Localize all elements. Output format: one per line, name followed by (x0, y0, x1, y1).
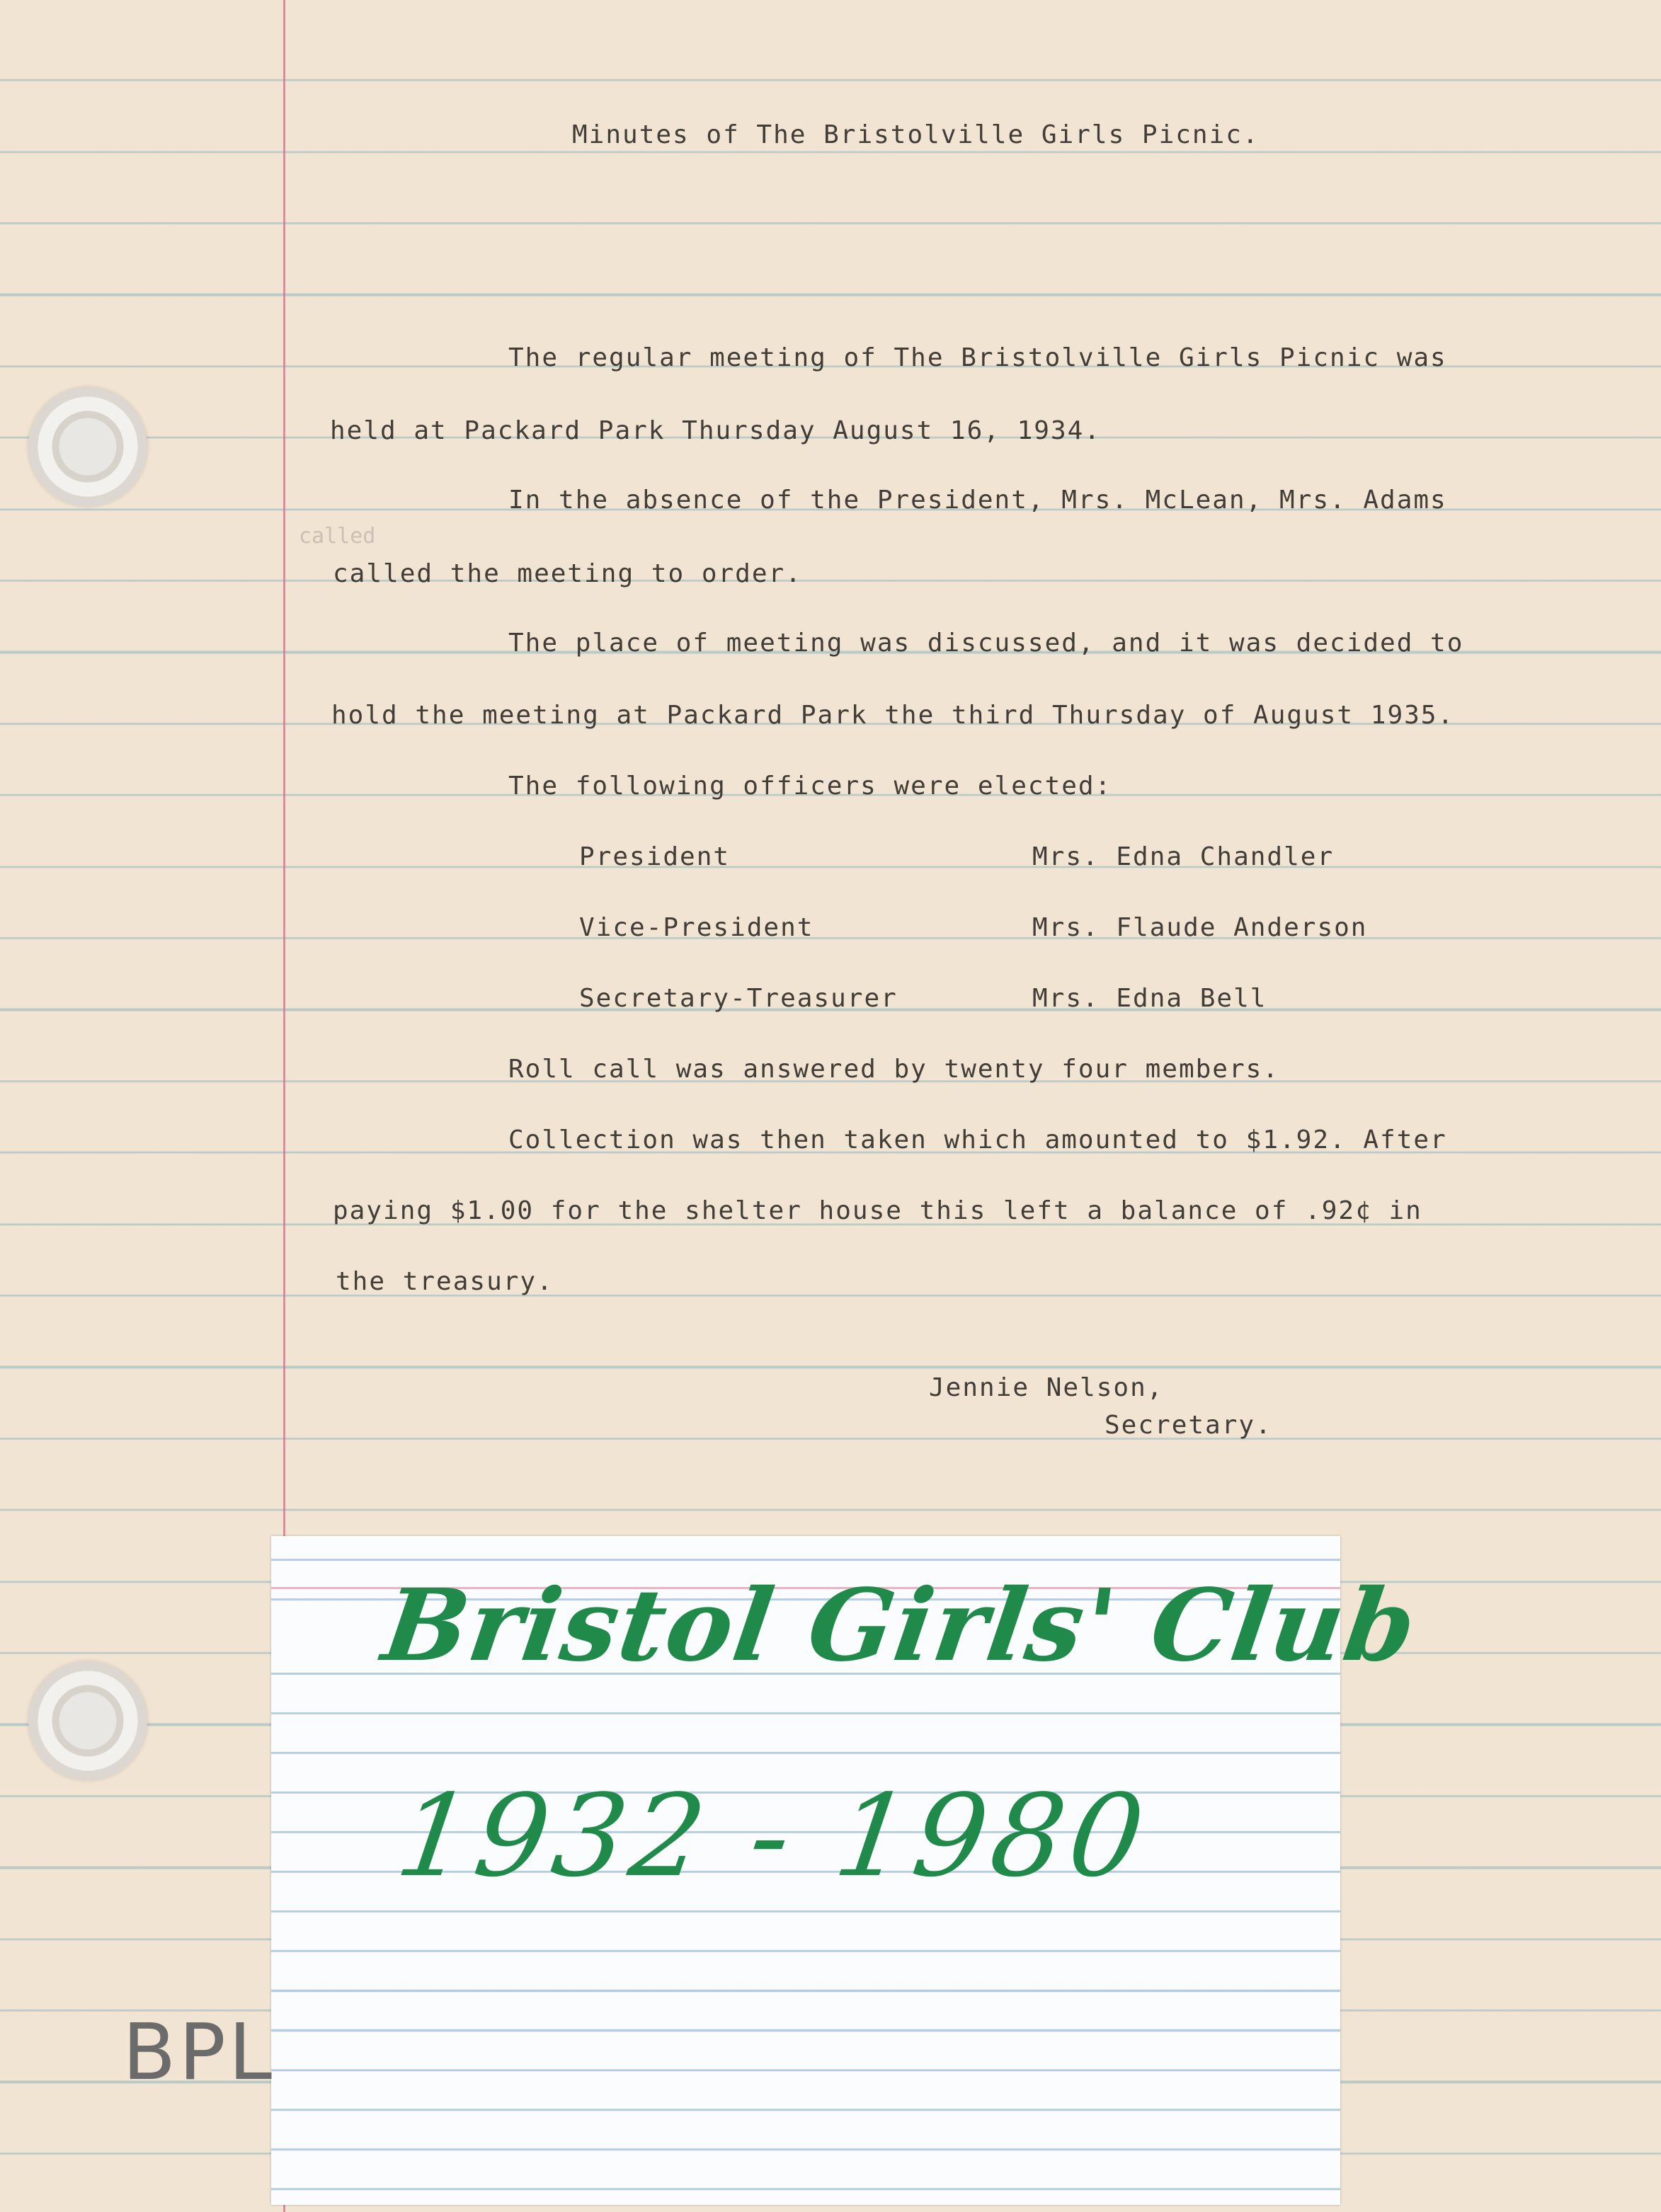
collection-line-3: the treasury. (336, 1267, 554, 1296)
officer-name: Mrs. Edna Bell (1032, 984, 1267, 1013)
faded-correction-mark: called (299, 524, 376, 549)
card-years: 1932 - 1980 (389, 1770, 1158, 1902)
paragraph-2-line-1: In the absence of the President, Mrs. McLean, Mrs. Adams (508, 486, 1447, 515)
page-title: Minutes of The Bristolville Girls Picnic. (572, 120, 1260, 149)
officers-intro: The following officers were elected: (508, 772, 1112, 801)
officer-office: Vice-President (579, 913, 814, 942)
signature-name: Jennie Nelson, (929, 1373, 1164, 1402)
paragraph-2-line-2: called the meeting to order. (333, 559, 802, 588)
signature-title: Secretary. (1105, 1411, 1272, 1440)
roll-call-line: Roll call was answered by twenty four members. (508, 1055, 1279, 1084)
officer-office: President (579, 842, 731, 871)
officer-office: Secretary-Treasurer (579, 984, 898, 1013)
officer-name: Mrs. Flaude Anderson (1032, 913, 1368, 942)
paragraph-1-line-2: held at Packard Park Thursday August 16, 1934. (330, 416, 1101, 445)
paragraph-3-line-2: hold the meeting at Packard Park the third Thursday of August 1935. (331, 701, 1455, 730)
officer-name: Mrs. Edna Chandler (1032, 842, 1335, 871)
paragraph-3-line-1: The place of meeting was discussed, and it was decided to (508, 629, 1464, 658)
punch-hole-top (28, 387, 147, 506)
paragraph-1-line-1: The regular meeting of The Bristolville Girls Picnic was (508, 343, 1447, 372)
collection-line-1: Collection was then taken which amounted to $1.92. After (508, 1125, 1447, 1154)
collection-line-2: paying $1.00 for the shelter house this left a balance of .92¢ in (333, 1196, 1422, 1225)
label-card (271, 1536, 1424, 2205)
punch-hole-bottom (28, 1661, 147, 1780)
card-title: Bristol Girls' Club (376, 1568, 1424, 1684)
watermark-logo: BPL (122, 2007, 275, 2097)
